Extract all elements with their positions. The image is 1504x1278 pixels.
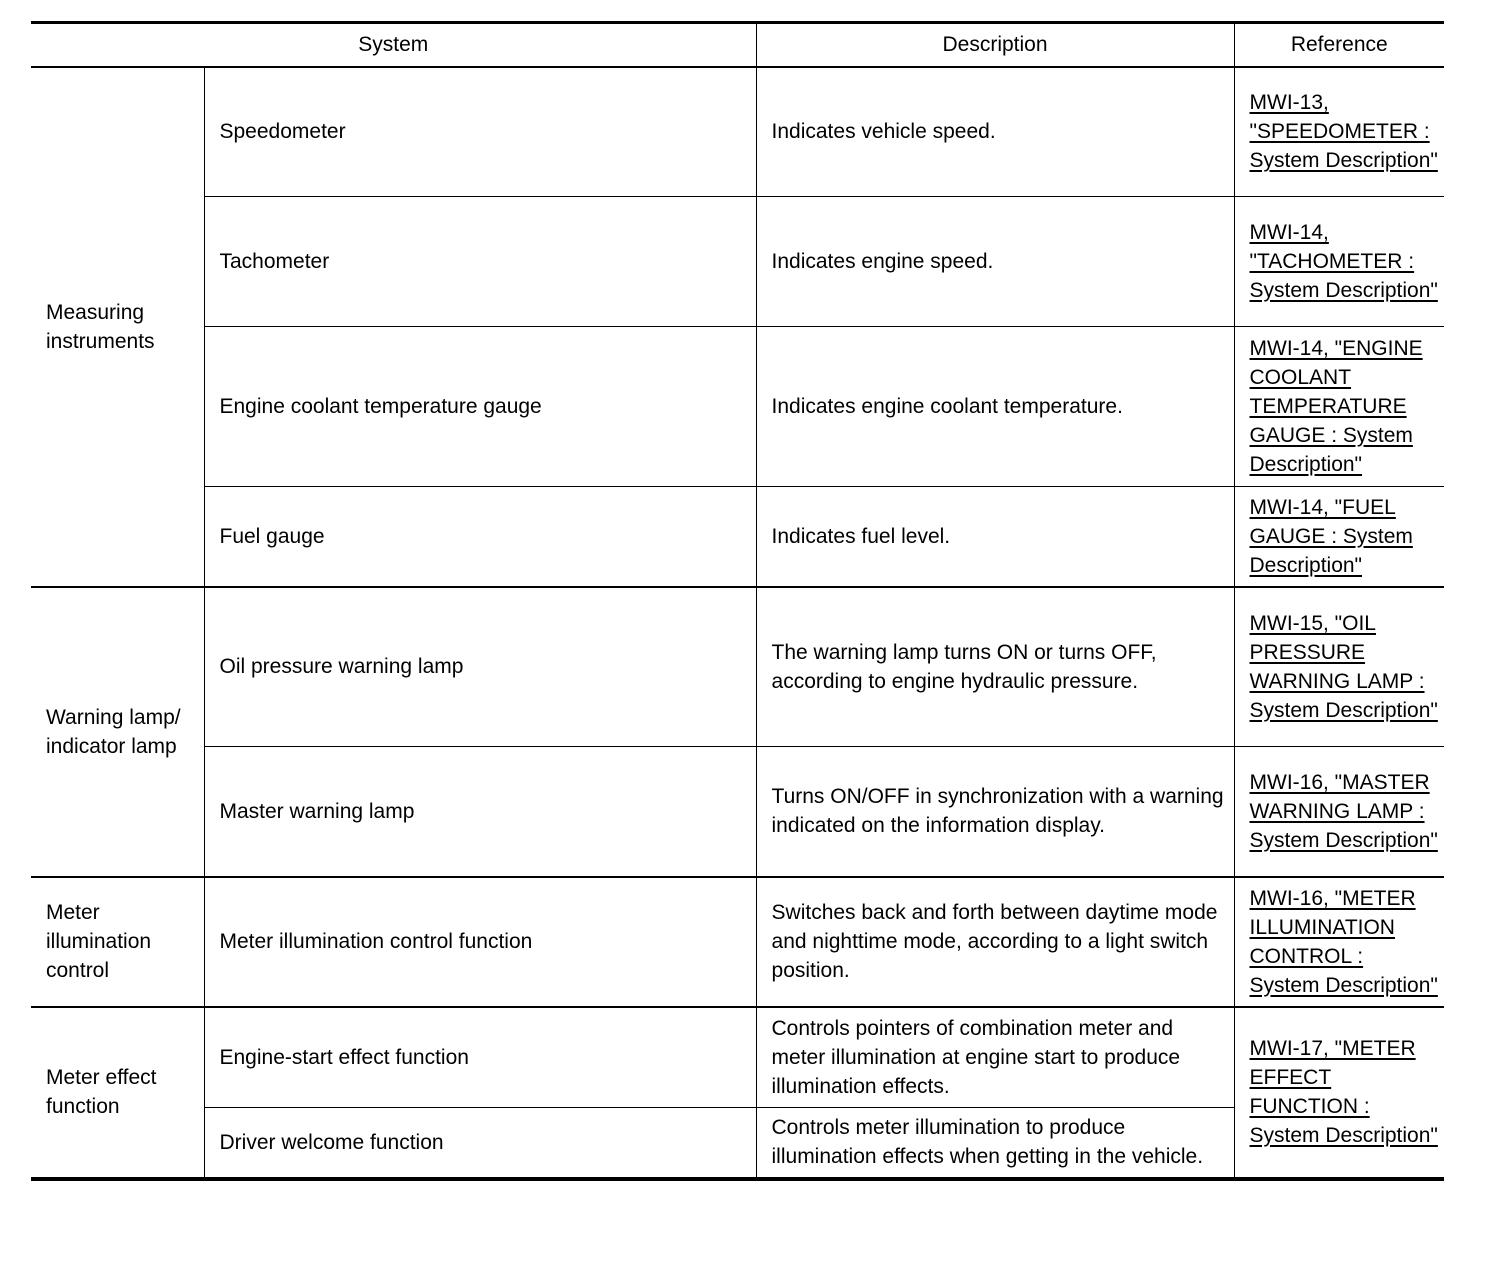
reference-cell xyxy=(1234,747,1444,877)
reference-cell xyxy=(1234,1007,1444,1179)
system-item: Engine coolant temperature gauge xyxy=(204,327,756,487)
table-header-row xyxy=(31,23,1444,67)
system-item: Engine-start effect function xyxy=(204,1007,756,1108)
group-meter-effect-function: Meter effect function xyxy=(31,1007,204,1179)
reference-cell xyxy=(1234,67,1444,197)
reference-link[interactable]: MWI-13, "SPEEDOMETER : System Description" xyxy=(1249,91,1438,173)
system-description: Indicates engine coolant temperature. xyxy=(756,327,1234,487)
table-row xyxy=(31,197,1444,327)
table-row xyxy=(31,1108,1444,1179)
group-measuring-instruments: Measuring instruments xyxy=(31,67,204,587)
group-warning-lamp: Warning lamp/ indicator lamp xyxy=(31,587,204,877)
header-system: System xyxy=(31,23,756,67)
reference-link[interactable]: MWI-14, "TACHOMETER : System Description" xyxy=(1249,221,1438,302)
system-item: Meter illumination control function xyxy=(204,877,756,1007)
system-description: The warning lamp turns ON or turns OFF, according to engine hydraulic pressure. xyxy=(756,587,1234,747)
system-description-table xyxy=(31,21,1444,1181)
system-item: Driver welcome function xyxy=(204,1108,756,1179)
system-item: Oil pressure warning lamp xyxy=(204,587,756,747)
system-item: Fuel gauge xyxy=(204,487,756,587)
system-description: Indicates fuel level. xyxy=(756,487,1234,587)
header-reference: Reference xyxy=(1234,23,1444,67)
system-description: Turns ON/OFF in synchronization with a warning indicated on the information display. xyxy=(756,747,1234,877)
table-row xyxy=(31,67,1444,197)
system-description: Indicates engine speed. xyxy=(756,197,1234,327)
system-item: Master warning lamp xyxy=(204,747,756,877)
table-row xyxy=(31,327,1444,487)
system-description: Controls pointers of combination meter and meter illumination at engine start to produce illumination effects. xyxy=(756,1007,1234,1108)
reference-cell xyxy=(1234,327,1444,487)
table-row xyxy=(31,1007,1444,1108)
reference-link[interactable]: MWI-14, "ENGINE COOLANT TEMPERATURE GAUGE : System Description" xyxy=(1249,337,1423,476)
table-row xyxy=(31,587,1444,747)
reference-link[interactable]: MWI-14, "FUEL GAUGE : System Description" xyxy=(1249,495,1413,577)
reference-link[interactable]: MWI-16, "METER ILLUMINATION CONTROL : System Description" xyxy=(1249,886,1438,997)
system-description: Indicates vehicle speed. xyxy=(756,67,1234,197)
system-description: Switches back and forth between daytime mode and nighttime mode, according to a light switch position. xyxy=(756,877,1234,1007)
reference-link[interactable]: MWI-17, "METER EFFECT FUNCTION : System Description" xyxy=(1249,1037,1438,1147)
reference-cell xyxy=(1234,877,1444,1007)
reference-link[interactable]: MWI-16, "MASTER WARNING LAMP : System Description" xyxy=(1249,770,1438,852)
system-item: Tachometer xyxy=(204,197,756,327)
reference-cell xyxy=(1234,587,1444,747)
group-meter-illumination-control: Meter illumination control xyxy=(31,877,204,1007)
reference-link[interactable]: MWI-15, "OIL PRESSURE WARNING LAMP : System Description" xyxy=(1249,611,1438,722)
header-description: Description xyxy=(756,23,1234,67)
table-row xyxy=(31,877,1444,1007)
table-row xyxy=(31,747,1444,877)
reference-cell xyxy=(1234,197,1444,327)
reference-cell xyxy=(1234,487,1444,587)
system-item: Speedometer xyxy=(204,67,756,197)
system-description: Controls meter illumination to produce illumination effects when getting in the vehicle. xyxy=(756,1108,1234,1179)
table-row xyxy=(31,487,1444,587)
